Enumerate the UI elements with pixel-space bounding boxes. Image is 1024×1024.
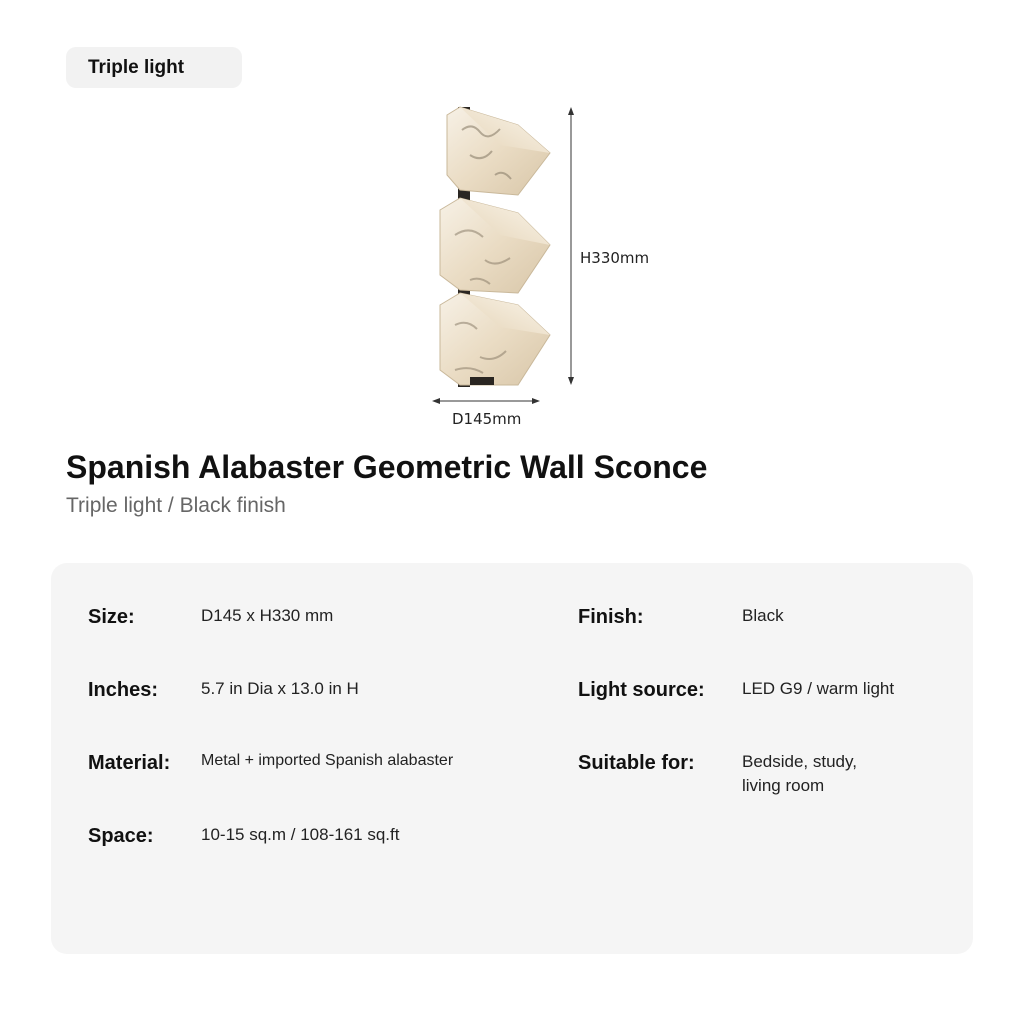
- alabaster-block-bottom: [440, 293, 550, 385]
- spec-material-label: Material:: [88, 752, 171, 774]
- sconce-illustration: [400, 95, 700, 440]
- spec-finish-label: Finish:: [578, 606, 644, 628]
- height-label: H330mm: [580, 249, 650, 267]
- spec-space-label: Space:: [88, 825, 154, 847]
- spec-light-source-value: LED G9 / warm light: [742, 679, 895, 698]
- spec-suitable-for-line2: living room: [742, 776, 825, 795]
- spec-suitable-for-label: Suitable for:: [578, 752, 695, 774]
- depth-label: D145mm: [452, 410, 522, 428]
- spec-suitable-for-line1: Bedside, study,: [742, 752, 857, 771]
- product-title: Spanish Alabaster Geometric Wall Sconce: [66, 449, 708, 485]
- spec-inches-label: Inches:: [88, 679, 159, 701]
- spec-suitable-for-value: [742, 750, 857, 798]
- product-subtitle: Triple light / Black finish: [66, 494, 286, 517]
- spec-light-source-label: Light source:: [578, 679, 705, 701]
- base-cap: [470, 377, 494, 385]
- spec-material-value: Metal + imported Spanish alabaster: [201, 752, 454, 769]
- specifications-card: [51, 563, 973, 954]
- spec-size-label: Size:: [88, 606, 135, 628]
- spec-inches-value: 5.7 in Dia x 13.0 in H: [201, 679, 359, 698]
- alabaster-block-top: [447, 107, 550, 195]
- alabaster-block-middle: [440, 198, 550, 293]
- spec-space-value: 10-15 sq.m / 108-161 sq.ft: [201, 825, 400, 844]
- spec-size-value: D145 x H330 mm: [201, 606, 334, 625]
- height-dimension-line: [568, 107, 574, 385]
- depth-dimension-line: [432, 398, 540, 404]
- spec-finish-value: Black: [742, 606, 784, 625]
- product-image: [400, 95, 700, 440]
- variant-badge: Triple light: [66, 47, 242, 88]
